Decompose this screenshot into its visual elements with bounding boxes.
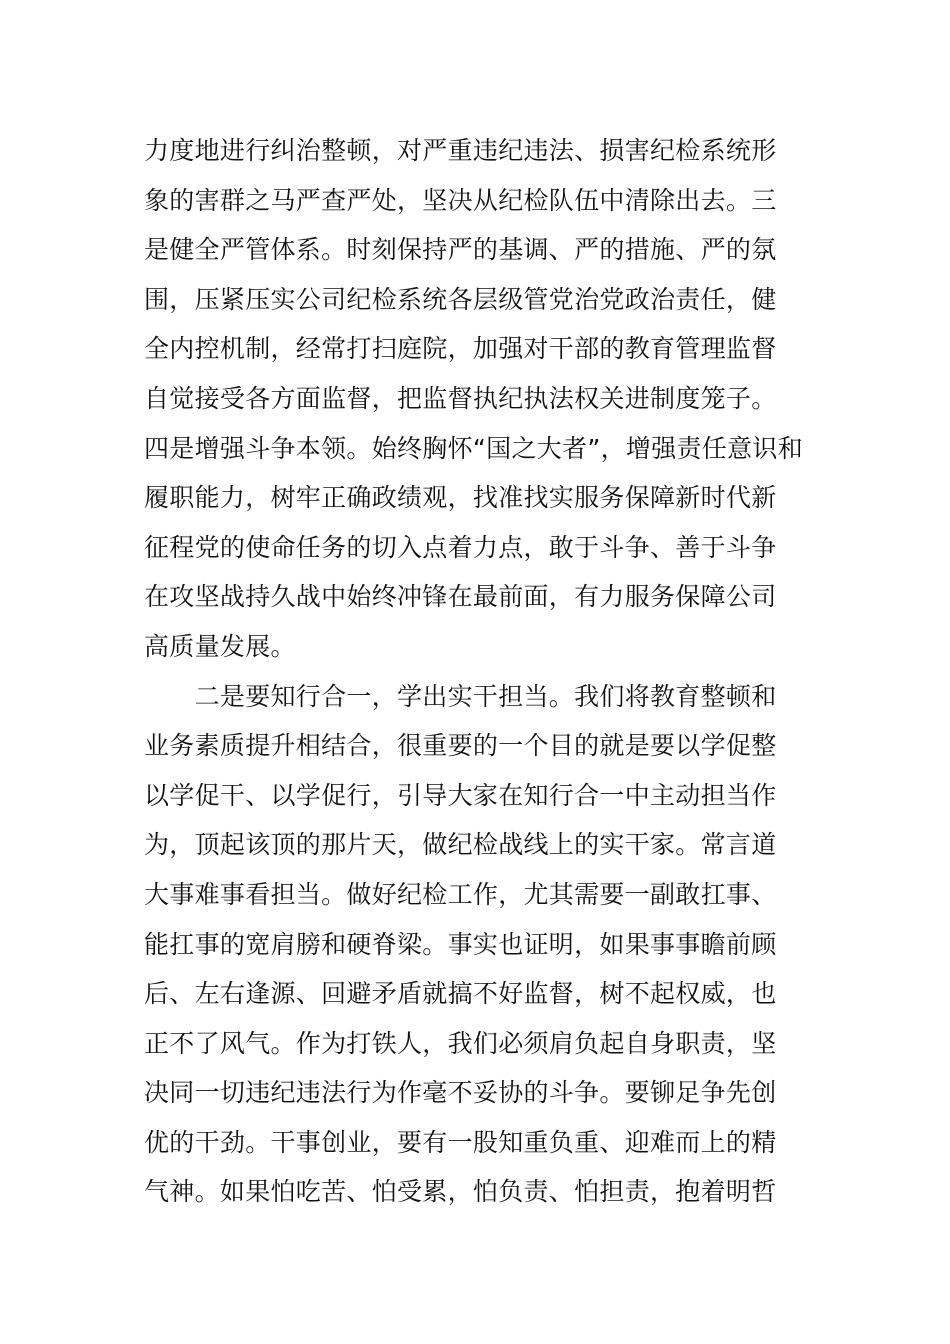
- text-line-4: 围，压紧压实公司纪检系统各层级管党治党政治责任，健: [144, 284, 777, 314]
- text-line-21: 优的干劲。干事创业，要有一股知重负重、迎难而上的精: [144, 1127, 777, 1157]
- text-line-19: 正不了风气。作为打铁人，我们必须肩负起自身职责，坚: [144, 1028, 777, 1058]
- text-line-11: 高质量发展。: [144, 631, 296, 661]
- text-line-22: 气神。如果怕吃苦、怕受累，怕负责、怕担责，抱着明哲: [144, 1177, 777, 1207]
- text-line-13: 业务素质提升相结合，很重要的一个目的就是要以学促整: [144, 731, 777, 761]
- text-line-1: 力度地进行纠治整顿，对严重违纪违法、损害纪检系统形: [144, 136, 777, 165]
- text-line-2: 象的害群之马严查严处，坚决从纪检队伍中清除出去。三: [144, 185, 777, 215]
- text-line-7: 四是增强斗争本领。始终胸怀“国之大者”，增强责任意识和: [144, 433, 804, 463]
- text-line-3: 是健全严管体系。时刻保持严的基调、严的措施、严的氛: [144, 235, 777, 265]
- text-line-6: 自觉接受各方面监督，把监督执纪执法权关进制度笼子。: [144, 383, 777, 413]
- text-line-14: 以学促干、以学促行，引导大家在知行合一中主动担当作: [144, 780, 777, 810]
- text-line-12: 二是要知行合一，学出实干担当。我们将教育整顿和: [144, 681, 777, 711]
- text-line-5: 全内控机制，经常打扫庭院，加强对干部的教育管理监督: [144, 334, 777, 364]
- text-line-20: 决同一切违纪违法行为作毫不妥协的斗争。要铆足争先创: [144, 1078, 777, 1108]
- text-line-15: 为，顶起该顶的那片天，做纪检战线上的实干家。常言道: [144, 830, 777, 860]
- text-line-9: 征程党的使命任务的切入点着力点，敢于斗争、善于斗争: [144, 532, 777, 562]
- text-line-17: 能扛事的宽肩膀和硬脊梁。事实也证明，如果事事瞻前顾: [144, 929, 777, 959]
- text-line-10: 在攻坚战持久战中始终冲锋在最前面，有力服务保障公司: [144, 582, 777, 612]
- body-text: [144, 126, 814, 1217]
- text-line-8: 履职能力，树牢正确政绩观，找准找实服务保障新时代新: [144, 483, 777, 513]
- text-line-18: 后、左右逢源、回避矛盾就搞不好监督，树不起权威，也: [144, 979, 777, 1009]
- text-line-16: 大事难事看担当。做好纪检工作，尤其需要一副敢扛事、: [144, 879, 777, 909]
